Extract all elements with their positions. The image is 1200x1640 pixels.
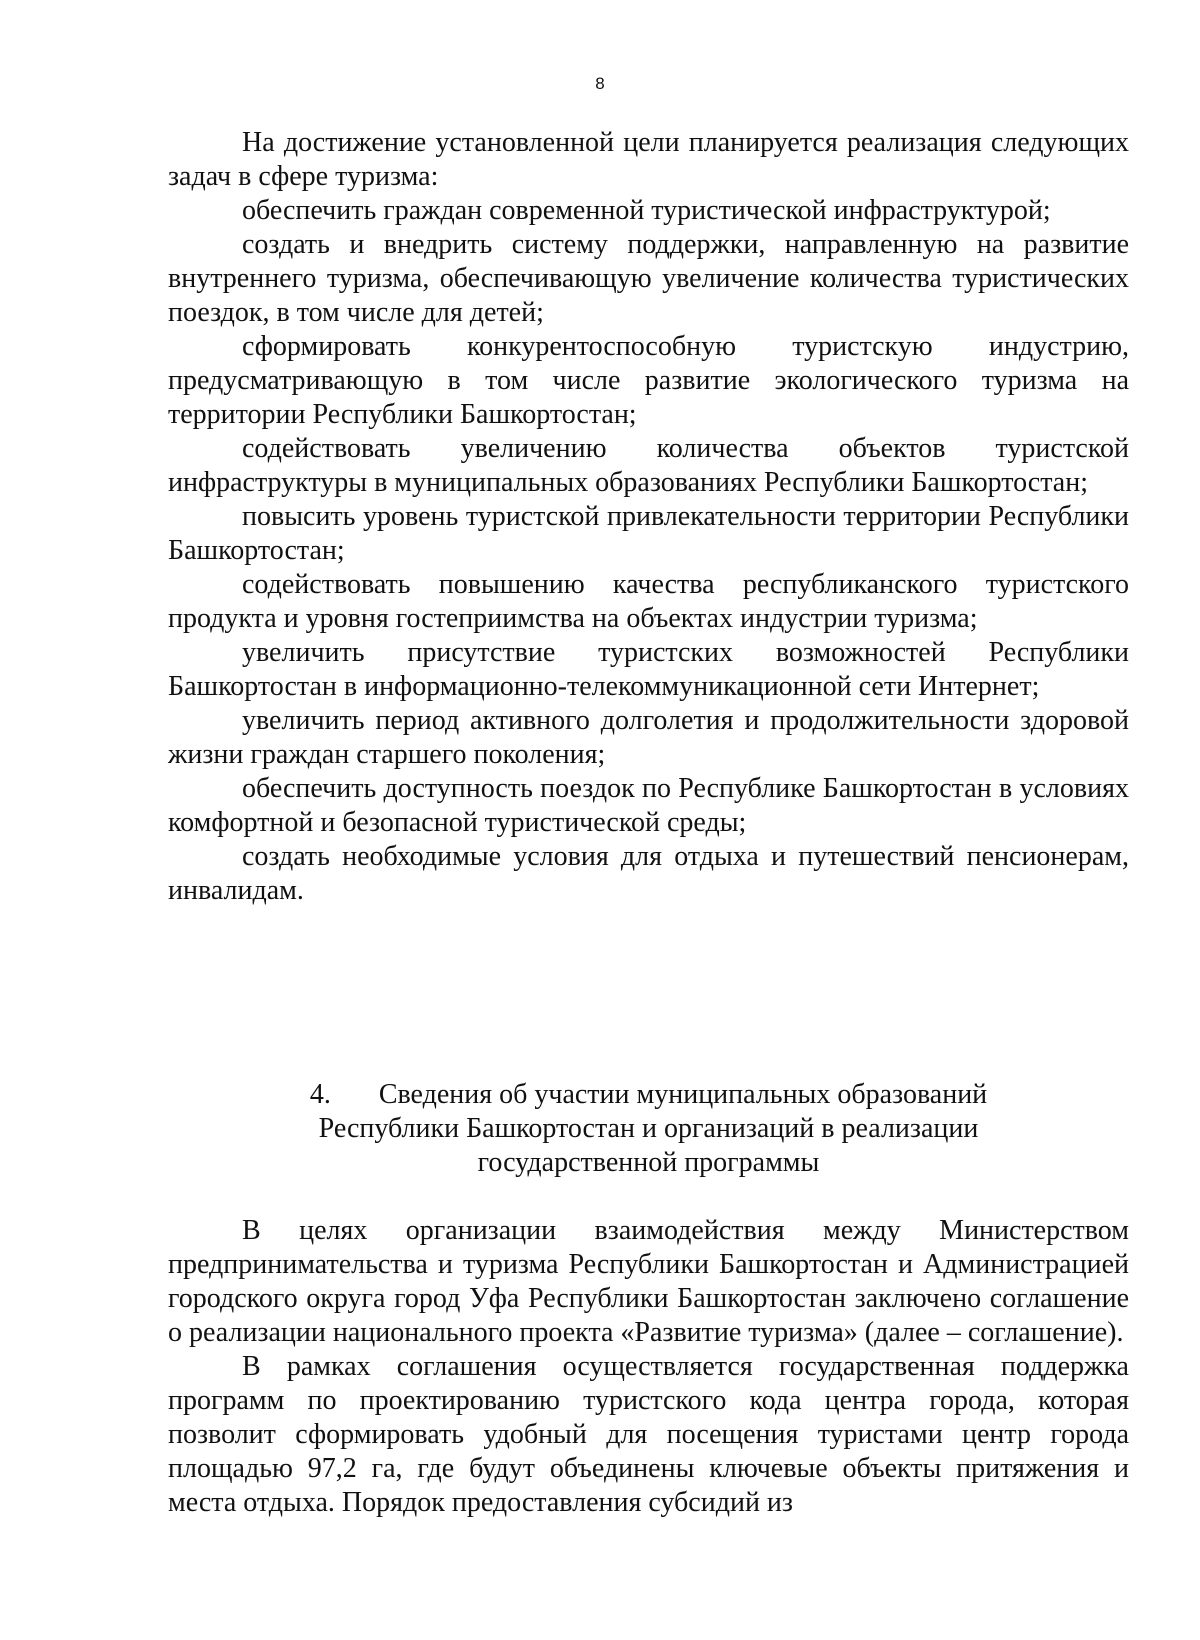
paragraph-task: обеспечить доступность поездок по Республике Башкортостан в условиях комфортной и безопасной туристической среды; [168, 773, 1129, 838]
section-title-line: Сведения об участии муниципальных образований [378, 1079, 988, 1110]
section-heading [168, 1078, 1129, 1180]
paragraph-task: содействовать увеличению количества объектов туристской инфраструктуры в муниципальных образованиях Республики Башкортостан; [168, 433, 1129, 498]
section-number: 4. [309, 1079, 331, 1110]
paragraph-task: увеличить присутствие туристских возможностей Республики Башкортостан в информационно-телекоммуникационной сети Интернет; [168, 637, 1129, 702]
paragraph-task: увеличить период активного долголетия и продолжительности здоровой жизни граждан старшего поколения; [168, 705, 1129, 770]
paragraph-task: сформировать конкурентоспособную туристскую индустрию, предусматривающую в том числе развитие экологического туризма на территории Республики Башкортостан; [168, 331, 1129, 430]
paragraph-intro: На достижение установленной цели планируется реализация следующих задач в сфере туризма: [168, 127, 1129, 192]
tasks-text-block [168, 126, 1129, 908]
section-heading-line [168, 1078, 1129, 1112]
section-paragraph: В рамках соглашения осуществляется государственная поддержка программ по проектированию туристского кода центра города, которая позволит сформировать удобный для посещения туристами центр города площадью 97,2 га, где будут объединены ключевые объекты притяжения и места отдыха. Порядок предоставления субсидий из [168, 1351, 1129, 1518]
paragraph-task: повысить уровень туристской привлекательности территории Республики Башкортостан; [168, 501, 1129, 566]
section-text-block [168, 1214, 1129, 1520]
paragraph-task: обеспечить граждан современной туристической инфраструктурой; [242, 195, 1051, 226]
paragraph-task: создать и внедрить систему поддержки, направленную на развитие внутреннего туризма, обеспечивающую увеличение количества туристических поездок, в том числе для детей; [168, 229, 1129, 328]
paragraph-task: содействовать повышению качества республиканского туристского продукта и уровня гостеприимства на объектах индустрии туризма; [168, 569, 1129, 634]
section-title-line: Республики Башкортостан и организаций в реализации [318, 1113, 979, 1144]
paragraph-task: создать необходимые условия для отдыха и путешествий пенсионерам, инвалидам. [168, 841, 1129, 906]
section-paragraph: В целях организации взаимодействия между Министерством предпринимательства и туризма Республики Башкортостан и Администрацией городского округа город Уфа Республики Башкортостан заключено соглашение о реализации национального проекта «Развитие туризма» (далее – соглашение). [168, 1215, 1129, 1348]
page-number: 8 [595, 74, 605, 93]
section-title-line: государственной программы [477, 1147, 820, 1178]
